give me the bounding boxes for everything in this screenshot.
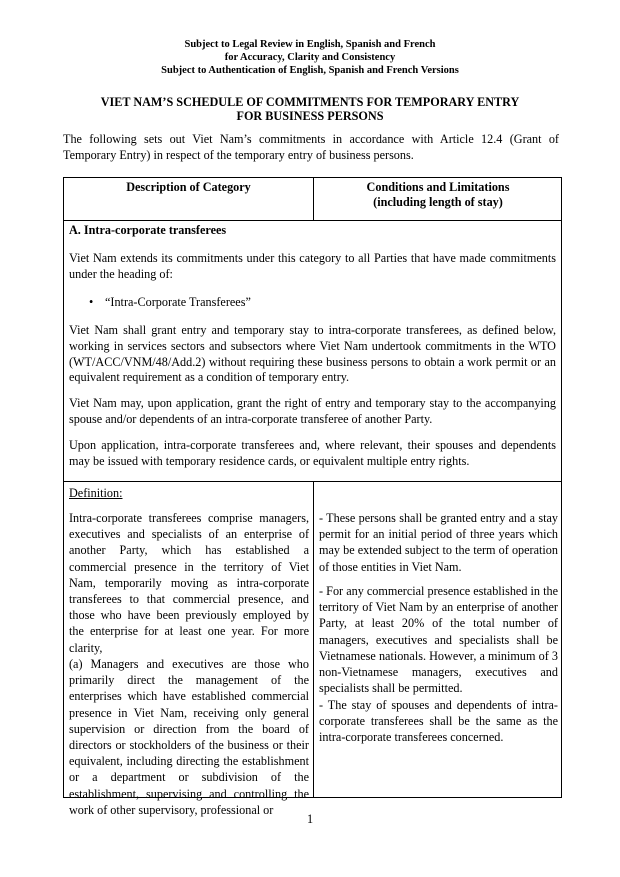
intro-paragraph: The following sets out Viet Nam’s commitments in accordance with Article 12.4 (Grant of Temporary Entry) in respect of the temporary entry of business persons. [63,132,559,162]
section-paragraph: Upon application, intra-corporate transferees and, where relevant, their spouses and dependents may be issued with temporary residence cards, or equivalent multiple entry rights. [69,438,556,468]
section-title: A. Intra-corporate transferees [69,223,227,237]
definition-paragraph: (a) Managers and executives are those who primarily direct the management of the enterprises which have established commercial presence in Viet Nam, receiving only general supervision or direction from the board of directors or stockholders of the business or their equivalent, including directing the establishment or a department or subdivision of the establishment, supervising and controlling the work of other supervisory, professional or [69,657,309,817]
legal-notice-line: Subject to Authentication of English, Spanish and French Versions [161,65,459,76]
condition-paragraph: - For any commercial presence established in the territory of Viet Nam by an enterprise of another Party, at least 20% of the total number of managers, executives and specialists shall be Vietnamese nationals. However, a minimum of 3 non-Vietnamese managers, executives and specialists shall be permitted. [319,584,558,696]
section-paragraph: Viet Nam shall grant entry and temporary stay to intra-corporate transferees, as defined below, working in services sectors and subsectors where Viet Nam undertook commitments in the WTO (WT/ACC/VNM/48/Add.2) without requiring these business persons to obtain a work permit or an equivalent requirement as a condition of temporary entry. [69,323,556,385]
page-number: 1 [306,812,314,826]
legal-notice-line: Subject to Legal Review in English, Spanish and French [184,39,436,50]
definition-paragraph: Intra-corporate transferees comprise managers, executives and specialists of an enterprise of another Party, which has established a commercial presence in the territory of Viet Nam, temporarily moving as intra-corporate transferees to that commercial presence, and those who have been previously employed by the enterprise for at least one year. For more clarity, [69,511,309,655]
title-line: FOR BUSINESS PERSONS [236,109,384,123]
legal-notice-line: for Accuracy, Clarity and Consistency [224,52,396,63]
header-description: Description of Category [126,180,251,194]
title-line: VIET NAM’S SCHEDULE OF COMMITMENTS FOR TEMPORARY ENTRY [100,95,520,109]
header-conditions-line: (including length of stay) [373,195,503,209]
definition-label: Definition: [69,486,123,500]
bullet-text: “Intra-Corporate Transferees” [105,295,251,309]
condition-paragraph: - These persons shall be granted entry and a stay permit for an initial period of three years which may be extended subject to the term of operation of those entities in Viet Nam. [319,511,558,574]
condition-paragraph: - The stay of spouses and dependents of intra-corporate transferees shall be the same as the intra-corporate transferees concerned. [319,698,558,745]
header-conditions-line: Conditions and Limitations [366,180,510,194]
bullet-icon: • [89,295,94,309]
legal-notice [0,38,620,77]
section-paragraph: Viet Nam extends its commitments under this category to all Parties that have made commitments under the heading of: [69,251,556,281]
document-title [0,95,620,123]
section-paragraph: Viet Nam may, upon application, grant the right of entry and temporary stay to the accompanying spouse and/or dependents of an intra-corporate transferee of another Party. [69,396,556,426]
bullet-item [89,295,251,310]
commitments-table [63,177,562,817]
header-conditions [314,180,562,210]
table-divider [313,481,314,798]
table-divider [64,220,561,221]
